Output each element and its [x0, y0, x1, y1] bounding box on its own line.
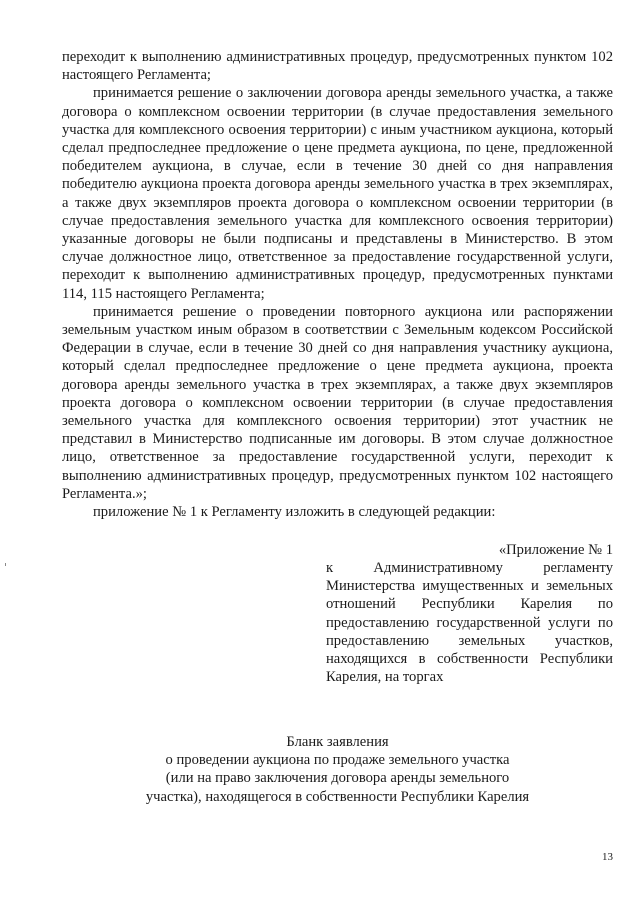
- paragraph-lease-decision: принимается решение о заключении договора аренды земельного участка, а также договора о комплексном освоении территории (в случае предоставления земельного участка для комплексного освоения территории) с иным участником аукциона, который сделал предпоследнее предложение о цене предмета аукциона, по цене, предложенной победителем аукциона, в случае, если в течение 30 дней со дня направления победителю аукциона проекта договора аренды земельного участка в трех экземплярах, а также двух экземпляров проекта договора о комплексном освоении территории (в случае предоставления земельного участка для комплексного освоения территории) указанные договоры не были подписаны и представлены в Министерство. В этом случае должностное лицо, ответственное за предоставление государственной услуги, переходит к выполнению административных процедур, предусмотренных пунктами 114, 115 настоящего Регламента;: [62, 85, 613, 302]
- form-title-line: участка), находящегося в собственности Республики Карелия: [145, 788, 530, 805]
- paragraph-continuation: переходит к выполнению административных процедур, предусмотренных пунктом 102 настоящего Регламента;: [62, 49, 613, 84]
- form-title: [62, 733, 613, 806]
- page-number: 13: [602, 851, 613, 863]
- paragraph-annex-amendment: приложение № 1 к Регламенту изложить в следующей редакции:: [93, 504, 496, 521]
- form-title-line: о проведении аукциона по продаже земельного участка: [165, 752, 510, 769]
- attachment-heading: «Приложение № 1: [498, 542, 613, 558]
- attachment-description: к Административному регламенту Министерства имущественных и земельных отношений Республики Карелия по предоставлению государственной услуги по предоставлению земельных участков, находящихся в собственности Республики Карелия, на торгах: [326, 560, 613, 686]
- form-title-line: (или на право заключения договора аренды земельного: [165, 770, 510, 787]
- form-title-line: Бланк заявления: [286, 734, 389, 750]
- scan-margin-mark: [5, 563, 6, 566]
- body-text: [62, 48, 613, 521]
- paragraph-repeat-auction: принимается решение о проведении повторного аукциона или распоряжении земельным участком иным образом в соответствии с Земельным кодексом Российской Федерации в случае, если в течение 30 дней со дня направления участнику аукциона, который сделал предпоследнее предложение о цене предмета аукциона, проекта договора аренды земельного участка в трех экземплярах, а также двух экземпляров проекта договора о комплексном освоении территории (в случае предоставления земельного участка для комплексного освоения территории) этот участник не представил в Министерство подписанные им договоры. В этом случае должностное лицо, ответственное за предоставление государственной услуги, переходит к выполнению административных процедур, предусмотренных пунктом 102 настоящего Регламента.»;: [62, 303, 613, 502]
